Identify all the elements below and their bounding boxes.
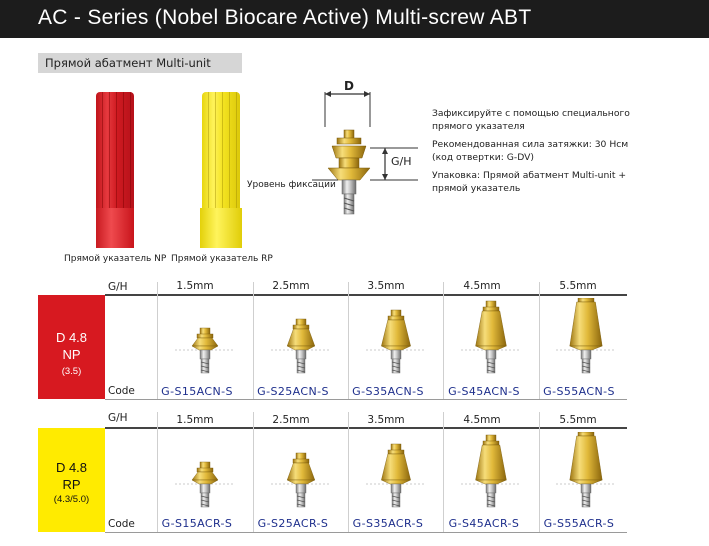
np-indicator-caption: Прямой указатель NP — [64, 254, 167, 264]
np-top-rule — [105, 294, 627, 296]
rp-indicator-sleeve — [200, 208, 242, 248]
rp-gh-label: G/H — [108, 412, 128, 424]
np-col-divider — [157, 282, 158, 399]
note-line-3: Рекомендованная сила затяжки: 30 Нсм — [432, 139, 629, 150]
rp-col-divider — [539, 412, 540, 532]
rp-col-divider — [443, 412, 444, 532]
rp-code: G-S15ACR-S — [161, 517, 233, 530]
np-code: G-S45ACN-S — [448, 385, 520, 398]
d-arrow-right — [364, 91, 370, 97]
rp-code: G-S35ACR-S — [352, 517, 424, 530]
np-bottom-rule — [105, 399, 627, 400]
np-indicator-sleeve — [96, 208, 134, 248]
size-label: 4.5mm — [463, 280, 501, 292]
np-col-divider — [443, 282, 444, 399]
np-type: NP — [62, 347, 81, 362]
note-line-5: Упаковка: Прямой абатмент Multi-unit + — [432, 170, 627, 181]
rp-platform: (4.3/5.0) — [53, 494, 90, 505]
fixation-level-caption: Уровень фиксации — [247, 180, 336, 190]
np-abutment-image — [461, 298, 521, 388]
size-label: 4.5mm — [463, 414, 501, 426]
np-abutment-image — [271, 298, 331, 388]
rp-abutment-image — [366, 432, 426, 522]
rp-abutment-image — [175, 432, 235, 522]
np-band — [38, 295, 105, 399]
np-col-divider — [539, 282, 540, 399]
d-arrow-left — [325, 91, 331, 97]
size-label: 5.5mm — [559, 280, 597, 292]
rp-code-label: Code — [108, 518, 135, 530]
np-code: G-S15ACN-S — [161, 385, 233, 398]
rp-col-divider — [253, 412, 254, 532]
rp-diameter: D 4.8 — [55, 460, 88, 475]
page-header — [0, 0, 709, 38]
size-label: 2.5mm — [272, 280, 310, 292]
d-dimension-label: D — [344, 79, 354, 93]
rp-code: G-S25ACR-S — [257, 517, 329, 530]
size-label: 1.5mm — [176, 414, 214, 426]
np-abutment-image — [175, 298, 235, 388]
size-label: 5.5mm — [559, 414, 597, 426]
rp-abutment-image — [556, 432, 616, 522]
np-abutment-image — [556, 298, 616, 388]
rp-abutment-image — [461, 432, 521, 522]
rp-type: RP — [62, 477, 81, 492]
page-title: AC - Series (Nobel Biocare Active) Multi-screw ABT — [38, 6, 532, 29]
abutment-dimension-diagram — [240, 72, 430, 232]
np-col-divider — [348, 282, 349, 399]
np-gh-label: G/H — [108, 281, 128, 293]
np-abutment-image — [366, 298, 426, 388]
np-diameter: D 4.8 — [55, 330, 88, 345]
note-line-1: Зафиксируйте с помощью специального — [432, 108, 630, 119]
rp-abutment-image — [271, 432, 331, 522]
gh-dimension-label: G/H — [391, 155, 412, 168]
rp-col-divider — [157, 412, 158, 532]
rp-band — [38, 428, 105, 532]
rp-top-rule — [105, 427, 627, 429]
rp-bottom-rule — [105, 532, 627, 533]
size-label: 1.5mm — [176, 280, 214, 292]
note-line-4: (код отвертки: G-DV) — [432, 152, 535, 163]
note-line-6: прямой указатель — [432, 183, 521, 194]
np-code: G-S55ACN-S — [543, 385, 615, 398]
np-platform: (3.5) — [61, 366, 82, 377]
size-label: 3.5mm — [367, 414, 405, 426]
rp-indicator-caption: Прямой указатель RP — [171, 254, 273, 264]
section-subheading: Прямой абатмент Multi-unit — [38, 53, 242, 73]
rp-indicator-image — [202, 92, 240, 212]
note-line-2: прямого указателя — [432, 121, 525, 132]
np-col-divider — [253, 282, 254, 399]
np-code: G-S25ACN-S — [257, 385, 329, 398]
np-code: G-S35ACN-S — [352, 385, 424, 398]
size-label: 2.5mm — [272, 414, 310, 426]
size-label: 3.5mm — [367, 280, 405, 292]
np-indicator-image — [96, 92, 134, 212]
rp-code: G-S55ACR-S — [543, 517, 615, 530]
np-code-label: Code — [108, 385, 135, 397]
rp-code: G-S45ACR-S — [448, 517, 520, 530]
rp-col-divider — [348, 412, 349, 532]
